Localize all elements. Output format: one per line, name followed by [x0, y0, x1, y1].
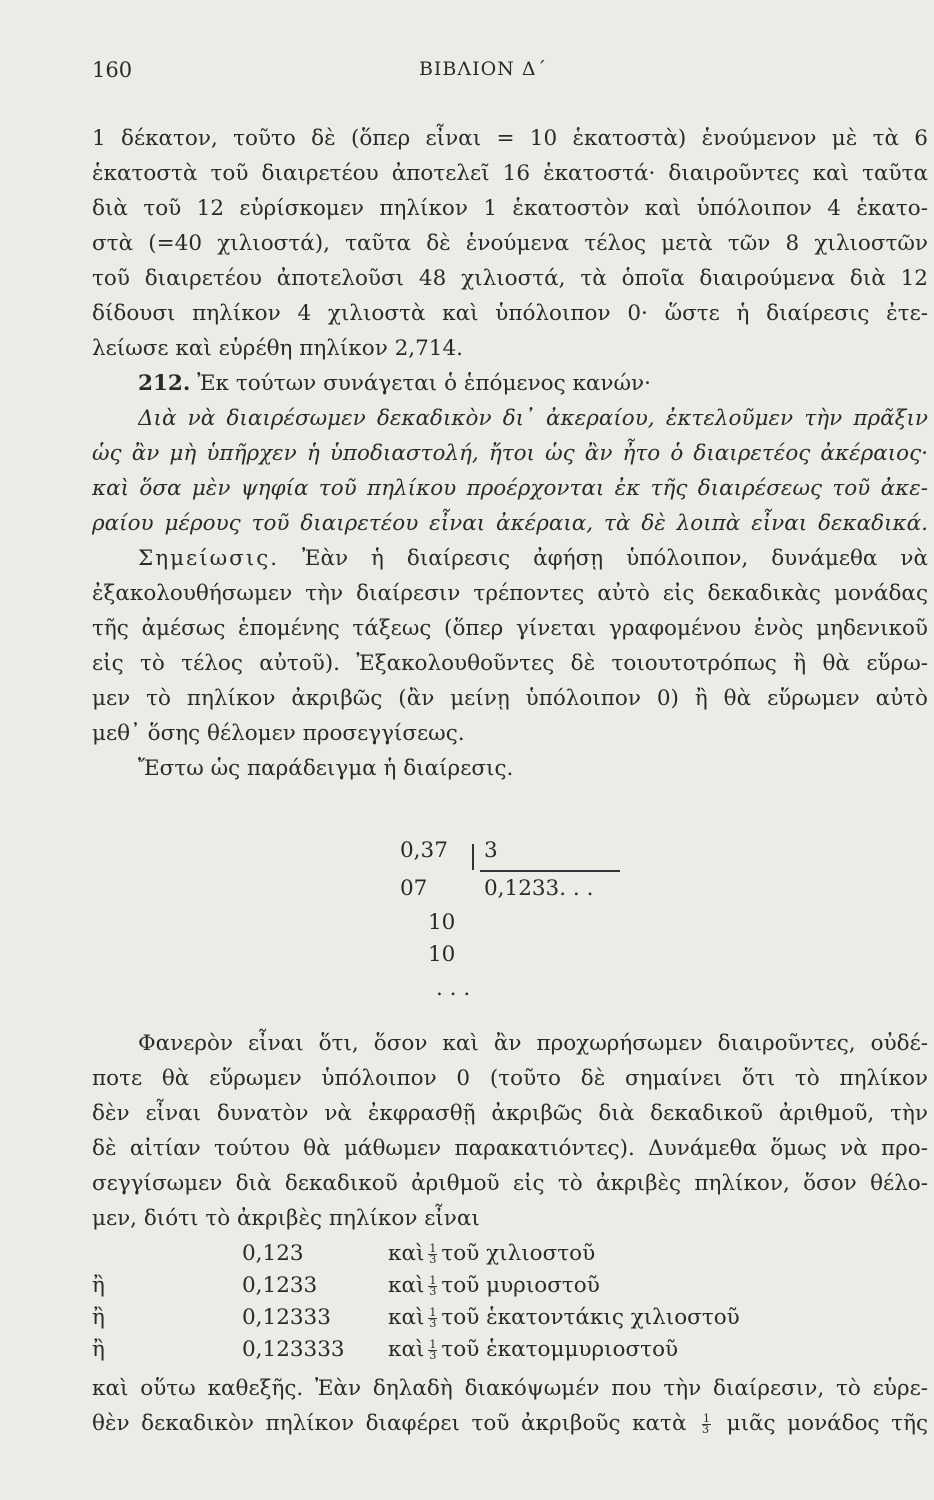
section-text: Ἐκ τούτων συνάγεται ὁ ἑπόμενος κανών·	[197, 371, 651, 396]
note-line: μεν τὸ πηλίκον ἀκριβῶς (ἂν μείνῃ ὑπόλοιπον 0) ἢ θὰ εὕρωμεν αὐτὸ	[92, 686, 928, 711]
page-header	[92, 58, 874, 88]
rule-line: καὶ ὅσα μὲν ψηφία τοῦ πηλίκου προέρχονται ἐκ τῆς διαιρέσεως τοῦ ἀκε-	[92, 476, 928, 501]
section-212-heading	[138, 368, 928, 400]
remainder-1: 07	[400, 876, 428, 901]
remainder-2: 10	[428, 910, 456, 935]
para2-line: δὲ αἰτίαν τούτου θὰ μάθωμεν παρακατιόντες). Δυνάμεθα ὅμως νὰ προ-	[92, 1136, 928, 1161]
note-label: Σημείωσις.	[138, 546, 280, 571]
approx-row	[92, 1302, 740, 1334]
approx-prefix: ἢ	[92, 1273, 105, 1298]
fraction: $\frac{1}{3}$	[429, 1273, 437, 1298]
note-line: τῆς ἀμέσως ἑπομένης τάξεως (ὅπερ γίνεται γραφομένου ἑνὸς μηδενικοῦ	[92, 616, 928, 641]
rule-line: ραίου μέρους τοῦ διαιρετέου εἶναι ἀκέραια, τὰ δὲ λοιπὰ εἶναι δεκαδικά.	[92, 511, 928, 536]
para1-line: διὰ τοῦ 12 εὑρίσκομεν πηλίκον 1 ἑκατοστὸν καὶ ὑπόλοιπον 4 ἑκατο-	[92, 196, 928, 221]
quotient: 0,1233. . .	[484, 876, 594, 901]
approx-tail: τοῦ χιλιοστοῦ	[441, 1241, 596, 1266]
page-number: 160	[92, 58, 133, 82]
para1-line: 1 δέκατον, τοῦτο δὲ (ὅπερ εἶναι = 10 ἑκατοστὰ) ἑνούμενον μὲ τὰ 6	[92, 126, 928, 151]
approx-prefix: ἢ	[92, 1305, 105, 1330]
para2-line: σεγγίσωμεν διὰ δεκαδικοῦ ἀριθμοῦ εἰς τὸ ἀκριβὲς πηλίκον, ὅσον θέλο-	[92, 1171, 928, 1196]
para2-line: Φανερὸν εἶναι ὅτι, ὅσον καὶ ἂν προχωρήσωμεν διαιροῦντες, οὐδέ-	[138, 1031, 928, 1056]
approx-row	[92, 1270, 600, 1302]
approx-kai: καὶ	[388, 1337, 425, 1362]
note-first-text: Ἐὰν ἡ διαίρεσις ἀφήσῃ ὑπόλοιπον, δυνάμεθα νὰ	[302, 546, 928, 571]
note-line: ἐξακολουθήσωμεν τὴν διαίρεσιν τρέποντες αὐτὸ εἰς δεκαδικὰς μονάδας	[92, 581, 928, 606]
division-vertical-bar	[472, 844, 474, 870]
approx-value: 0,1233	[242, 1273, 318, 1298]
approx-value: 0,123	[242, 1241, 304, 1266]
para3-before: θὲν δεκαδικὸν πηλίκον διαφέρει τοῦ ἀκριβοῦς κατὰ	[92, 1411, 687, 1436]
note-line: εἰς τὸ τέλος αὐτοῦ). Ἐξακολουθοῦντες δὲ τοιουτοτρόπως ἢ θὰ εὕρω-	[92, 651, 928, 676]
section-number: 212.	[138, 371, 191, 396]
rule-line: ὡς ἂν μὴ ὑπῆρχεν ἡ ὑποδιαστολή, ἤτοι ὡς ἂν ἦτο ὁ διαιρετέος ἀκέραιος·	[92, 441, 928, 466]
division-dots: . . .	[436, 976, 471, 1001]
approx-row	[92, 1334, 678, 1366]
para1-line: στὰ (=40 χιλιοστά), ταῦτα δὲ ἑνούμενα τέλος μετὰ τῶν 8 χιλιοστῶν	[92, 231, 928, 256]
approx-kai: καὶ	[388, 1305, 425, 1330]
example-line: Ἔστω ὡς παράδειγμα ἡ διαίρεσις.	[138, 756, 514, 781]
approx-value: 0,123333	[242, 1337, 345, 1362]
para1-line: ἑκατοστὰ τοῦ διαιρετέου ἀποτελεῖ 16 ἑκατοστά· διαιροῦντες καὶ ταῦτα	[92, 161, 928, 186]
approx-kai: καὶ	[388, 1241, 425, 1266]
approx-tail: τοῦ ἑκατοντάκις χιλιοστοῦ	[441, 1305, 740, 1330]
fraction: $\frac{1}{3}$	[429, 1305, 437, 1330]
rule-line: Διὰ νὰ διαιρέσωμεν δεκαδικὸν δι᾿ ἀκεραίου, ἐκτελοῦμεν τὴν πρᾶξιν	[138, 406, 928, 431]
para1-line: λείωσε καὶ εὑρέθη πηλίκον 2,714.	[92, 336, 463, 361]
running-head: ΒΙΒΛΙΟΝ Δ΄	[418, 58, 548, 80]
approx-tail: τοῦ ἑκατομμυριοστοῦ	[441, 1337, 679, 1362]
para1-line: δίδουσι πηλίκον 4 χιλιοστὰ καὶ ὑπόλοιπον 0· ὥστε ἡ διαίρεσις ἐτε-	[92, 301, 928, 326]
approx-row	[92, 1238, 595, 1270]
divisor: 3	[484, 838, 498, 863]
dividend: 0,37	[400, 838, 448, 863]
long-division	[400, 838, 640, 1008]
note-line: μεθ᾿ ὅσης θέλομεν προσεγγίσεως.	[92, 721, 465, 746]
fraction: $\frac{1}{3}$	[429, 1241, 437, 1266]
approx-value: 0,12333	[242, 1305, 331, 1330]
remainder-3: 10	[428, 942, 456, 967]
approx-tail: τοῦ μυριοστοῦ	[441, 1273, 600, 1298]
fraction: $\frac{1}{3}$	[702, 1411, 711, 1436]
para3-line: καὶ οὕτω καθεξῆς. Ἐὰν δηλαδὴ διακόψωμέν που τὴν διαίρεσιν, τὸ εὑρε-	[92, 1376, 928, 1401]
para2-line: ποτε θὰ εὕρωμεν ὑπόλοιπον 0 (τοῦτο δὲ σημαίνει ὅτι τὸ πηλίκον	[92, 1066, 928, 1091]
division-horizontal-bar	[480, 870, 620, 872]
approx-kai: καὶ	[388, 1273, 425, 1298]
para3-last-line	[92, 1408, 928, 1440]
para1-line: τοῦ διαιρετέου ἀποτελοῦσι 48 χιλιοστά, τὰ ὁποῖα διαιρούμενα διὰ 12	[92, 266, 928, 291]
para2-line: μεν, διότι τὸ ἀκριβὲς πηλίκον εἶναι	[92, 1206, 480, 1231]
fraction: $\frac{1}{3}$	[429, 1337, 437, 1362]
note-first-line	[138, 543, 928, 575]
para3-after: μιᾶς μονάδος τῆς	[726, 1411, 928, 1436]
approx-prefix: ἢ	[92, 1337, 105, 1362]
para2-line: δὲν εἶναι δυνατὸν νὰ ἐκφρασθῇ ἀκριβῶς διὰ δεκαδικοῦ ἀριθμοῦ, τὴν	[92, 1101, 928, 1126]
